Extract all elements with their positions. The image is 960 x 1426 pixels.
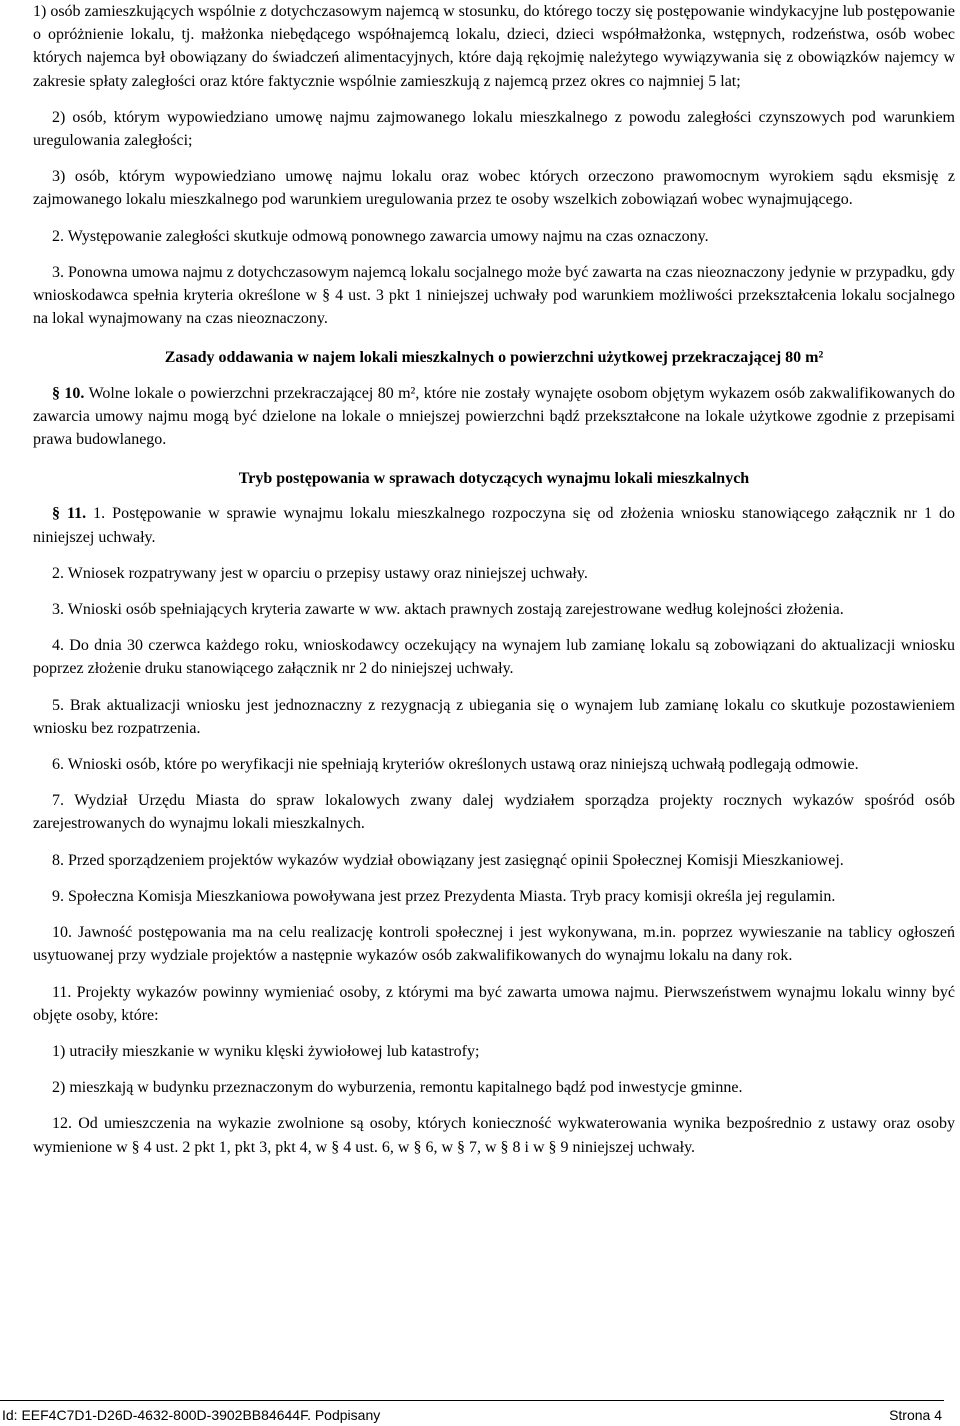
body-paragraph: 3. Ponowna umowa najmu z dotychczasowym najemcą lokalu socjalnego może być zawarta na czas nieoznaczony jedynie w przypadku, gdy wnioskodawca spełnia kryteria określone w § 4 ust. 3 pkt 1 niniejszej uchwały pod warunkiem możliwości przekształcenia lokalu socjalnego na lokal wynajmowany na czas nieoznaczony. [33,263,955,328]
section-paragraph [33,382,955,452]
body-paragraph: 7. Wydział Urzędu Miasta do spraw lokalowych zwany dalej wydziałem sporządza projekty rocznych wykazów spośród osób zarejestrowanych do wynajmu lokali mieszkalnych. [33,792,955,833]
body-paragraph: 2. Wniosek rozpatrywany jest w oparciu o przepisy ustawy oraz niniejszej uchwały. [52,564,588,582]
body-paragraph: 6. Wnioski osób, które po weryfikacji nie spełniają kryteriów określonych ustawą oraz niniejszą uchwałą podlegają odmowie. [52,756,859,774]
body-paragraph: 3) osób, którym wypowiedziano umowę najmu lokalu oraz wobec których orzeczono prawomocnym wyrokiem sądu eksmisję z zajmowanego lokalu mieszkalnego pod warunkiem uregulowania przez te osoby wszelkich zobowiązań wobec wynajmującego. [33,168,955,209]
body-paragraph: 3. Wnioski osób spełniających kryteria zawarte w ww. aktach prawnych zostają zarejestrowane według kolejności złożenia. [52,601,844,619]
body-paragraph: 11. Projekty wykazów powinny wymieniać osoby, z którymi ma być zawarta umowa najmu. Pierwszeństwem wynajmu lokalu winny być objęte osoby, które: [33,983,955,1024]
document-body [33,0,955,1159]
body-paragraph: 1) utraciły mieszkanie w wyniku klęski żywiołowej lub katastrofy; [52,1042,480,1060]
body-paragraph: 4. Do dnia 30 czerwca każdego roku, wnioskodawcy oczekujący na wynajem lub zamianę lokalu są zobowiązani do aktualizacji wniosku poprzez złożenie druku stanowiącego załącznik nr 2 do niniejszej uchwały. [33,637,955,678]
section-paragraph [33,502,955,548]
section-heading: Tryb postępowania w sprawach dotyczących wynajmu lokali mieszkalnych [238,470,750,488]
body-paragraph: 8. Przed sporządzeniem projektów wykazów wydział obowiązany jest zasięgnąć opinii Społecznej Komisji Mieszkaniowej. [52,851,844,869]
body-paragraph: 2. Występowanie zaległości skutkuje odmową ponownego zawarcia umowy najmu na czas oznaczony. [52,227,709,245]
section-number: § 10. [52,384,85,402]
body-paragraph: 1) osób zamieszkujących wspólnie z dotychczasowym najemcą w stosunku, do którego toczy się postępowanie windykacyjne lub postępowanie o opróżnienie lokalu, tj. małżonka niebędącego współnajemcą lokalu, dzieci, dzieci współmałżonka, wstępnych, rodzeństwa, osób wobec których najemca był obowiązany do świadczeń alimentacyjnych, które dają rękojmię należytego wywiązywania się z obowiązków najemcy w zakresie spłaty zaległości oraz które faktycznie wspólnie zamieszkują z najemcą przez okres co najmniej 5 lat; [33,3,955,90]
document-id: Id: EEF4C7D1-D26D-4632-800D-3902BB84644F. Podpisany [2,1407,381,1423]
body-paragraph: 2) osób, którym wypowiedziano umowę najmu zajmowanego lokalu mieszkalnego z powodu zaległości czynszowych pod warunkiem uregulowania zaległości; [33,108,955,150]
page-footer [0,1400,944,1423]
section-heading: Zasady oddawania w najem lokali mieszkalnych o powierzchni użytkowej przekraczającej 80 m² [164,349,824,367]
body-paragraph: 9. Społeczna Komisja Mieszkaniowa powoływana jest przez Prezydenta Miasta. Tryb pracy komisji określa jej regulamin. [52,887,836,905]
page-number: Strona 4 [889,1407,942,1423]
body-paragraph: 10. Jawność postępowania ma na celu realizację kontroli społecznej i jest wykonywana, m.in. poprzez wywieszanie na tablicy ogłoszeń usytuowanej przy wydziale projektów a następnie wykazów osób zakwalifikowanych do wynajmu lokalu na dany rok. [33,924,955,965]
section-text: Wolne lokale o powierzchni przekraczającej 80 m², które nie zostały wynajęte osobom objętym wykazem osób zakwalifikowanych do zawarcia umowy najmu mogą być dzielone na lokale o mniejszej powierzchni bądź przekształcone na lokale użytkowe zgodnie z przepisami prawa budowlanego. [33,384,956,449]
body-paragraph: 5. Brak aktualizacji wniosku jest jednoznaczny z rezygnacją z ubiegania się o wynajem lub zamianę lokalu co skutkuje pozostawieniem wniosku bez rozpatrzenia. [33,696,955,737]
body-paragraph: 12. Od umieszczenia na wykazie zwolnione są osoby, których konieczność wykwaterowania wynika bezpośrednio z ustawy oraz osoby wymienione w § 4 ust. 2 pkt 1, pkt 3, pkt 4, w § 4 ust. 6, w § 6, w § 7, w § 8 i w § 9 niniejszej uchwały. [33,1115,955,1156]
document-page [33,0,955,1159]
section-text: 1. Postępowanie w sprawie wynajmu lokalu mieszkalnego rozpoczyna się od złożenia wniosku stanowiącego załącznik nr 1 do niniejszej uchwały. [33,505,955,546]
section-number: § 11. [52,505,87,523]
body-paragraph: 2) mieszkają w budynku przeznaczonym do wyburzenia, remontu kapitalnego bądź pod inwestycje gminne. [52,1079,743,1097]
